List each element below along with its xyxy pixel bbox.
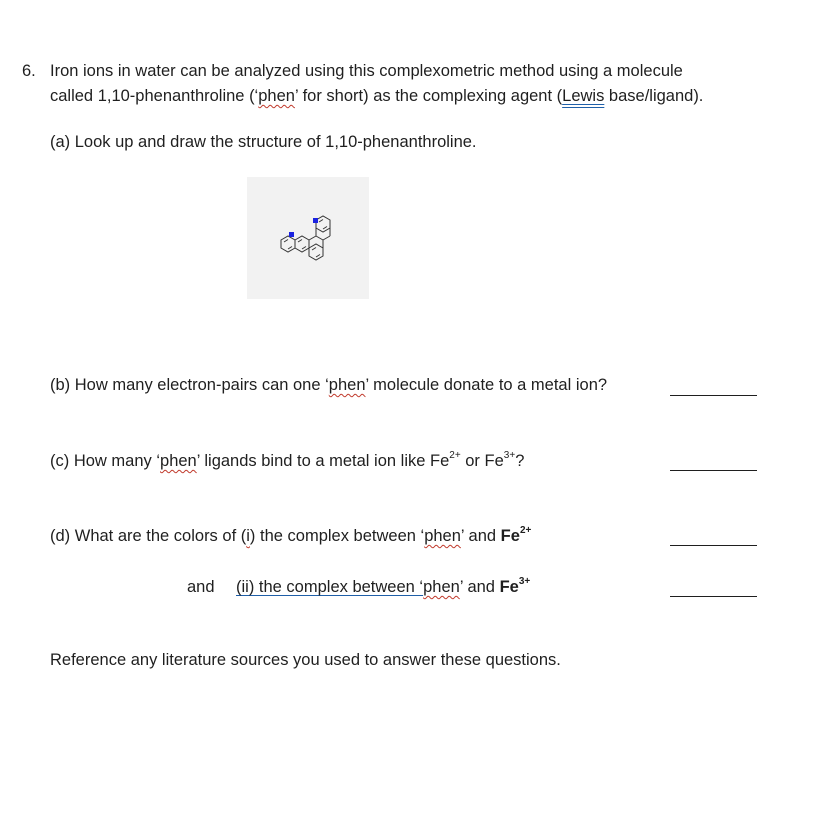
part-a-text: (a) Look up and draw the structure of 1,10-phenanthroline. — [50, 133, 477, 151]
part-d-ii-text-b: ’ and — [459, 578, 500, 596]
phen-word: phen — [424, 527, 461, 545]
intro-text-c: base/ligand). — [604, 87, 704, 105]
charge-3plus: 3+ — [518, 576, 531, 587]
nitrogen-atom-left — [289, 232, 294, 237]
intro-text-a: called 1,10-phenanthroline (‘ — [50, 87, 259, 105]
nitrogen-atom-right — [313, 218, 318, 223]
part-d-ii-text — [236, 577, 530, 597]
ring-upper — [316, 216, 330, 232]
fe-symbol: Fe — [499, 578, 519, 596]
fe-label — [500, 578, 531, 596]
part-b-text — [50, 375, 607, 395]
answer-blank-d-i[interactable] — [670, 545, 757, 546]
ring-left — [281, 236, 295, 252]
answer-blank-d-ii[interactable] — [670, 596, 757, 597]
phenanthroline-structure-image — [247, 177, 369, 299]
i-word: i — [246, 527, 250, 545]
part-c-text — [50, 451, 524, 471]
part-c-text-b: ’ ligands bind to a metal ion like Fe — [196, 452, 450, 470]
reference-text: Reference any literature sources you used to answer these questions. — [50, 651, 561, 669]
part-c-text-c: or Fe — [460, 452, 504, 470]
phen-word: phen — [423, 578, 460, 596]
part-b-text-b: ’ molecule donate to a metal ion? — [365, 376, 608, 394]
answer-blank-b[interactable] — [670, 395, 757, 396]
part-d-text-b: ) the complex between ‘ — [249, 527, 425, 545]
charge-2plus: 2+ — [449, 450, 461, 461]
part-d-ii-text-a: (ii) the complex between ‘ — [236, 578, 424, 596]
part-d-text — [50, 526, 531, 546]
phen-word: phen — [160, 452, 197, 470]
and-label: and — [187, 578, 215, 596]
part-d-text-a: (d) What are the colors of ( — [50, 527, 247, 545]
charge-3plus: 3+ — [503, 450, 516, 461]
ring-lower — [309, 244, 323, 260]
lewis-word: Lewis — [562, 87, 605, 105]
question-intro-line1: Iron ions in water can be analyzed using this complexometric method using a molecule — [50, 62, 683, 80]
charge-2plus: 2+ — [519, 525, 532, 536]
phen-word: phen — [258, 87, 295, 105]
part-d-text-c: ’ and — [460, 527, 501, 545]
question-intro-line2 — [50, 86, 703, 106]
part-b-text-a: (b) How many electron-pairs can one ‘ — [50, 376, 329, 394]
fe-symbol: Fe — [500, 527, 520, 545]
part-c-text-d: ? — [515, 452, 525, 470]
fe-label — [501, 527, 532, 545]
intro-text-b: ’ for short) as the complexing agent ( — [294, 87, 563, 105]
phenanthroline-structure-icon — [247, 177, 369, 299]
phen-word: phen — [328, 376, 366, 394]
ring-middle — [295, 236, 309, 252]
part-c-text-a: (c) How many ‘ — [50, 452, 161, 470]
question-number: 6. — [22, 62, 36, 80]
answer-blank-c[interactable] — [670, 470, 757, 471]
